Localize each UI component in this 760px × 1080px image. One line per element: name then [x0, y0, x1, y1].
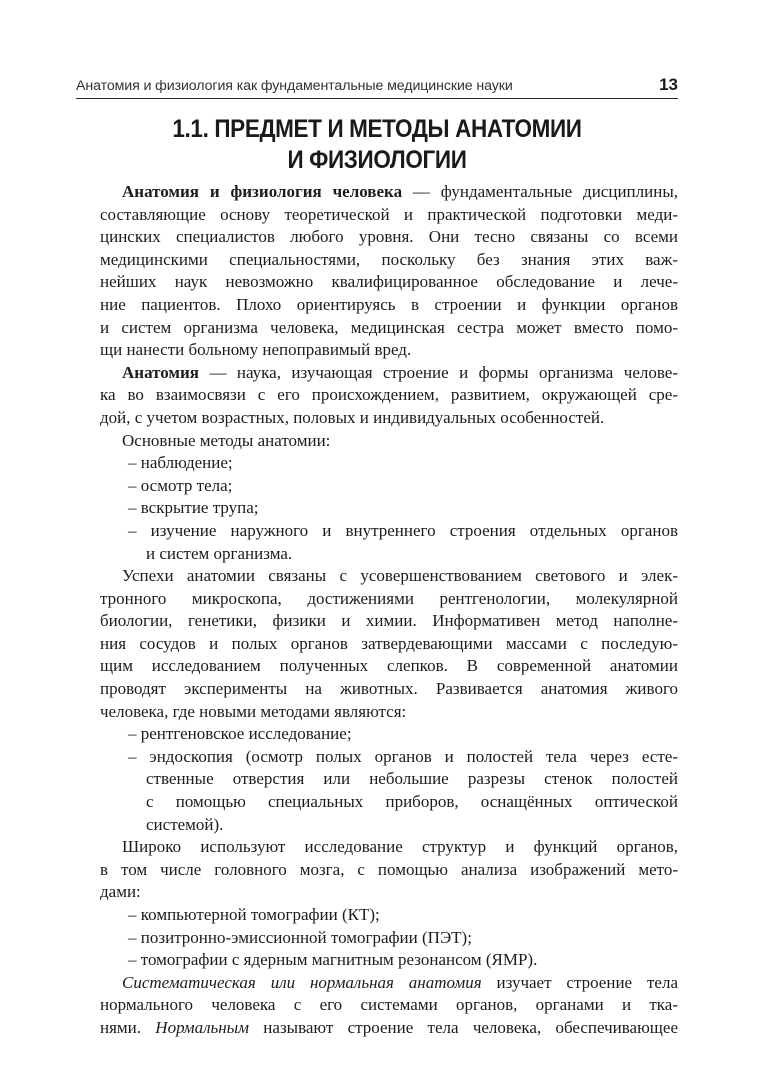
list-item: – позитронно-эмиссионной томографии (ПЭТ); — [128, 927, 472, 947]
list-item: – наблюдение; — [128, 453, 233, 473]
paragraph-line: биологии, генетики, физики и химии. Информативен метод наполне- — [100, 611, 678, 631]
paragraph-line: щим исследованием полученных слепков. В современной анатомии — [100, 656, 678, 676]
paragraph-line: в том числе головного мозга, с помощью анализа изображений мето- — [100, 859, 678, 879]
list-item: – осмотр тела; — [128, 475, 233, 495]
section-heading-line-2: И ФИЗИОЛОГИИ — [287, 146, 467, 174]
term-italic: Нормальным — [155, 1017, 250, 1037]
section-heading-line-1: 1.1. ПРЕДМЕТ И МЕТОДЫ АНАТОМИИ — [172, 115, 582, 143]
list-item-continuation: и систем организма. — [146, 543, 293, 563]
line-text: — фундаментальные дисциплины, — [402, 182, 678, 201]
line-text: — наука, изучающая строение и формы организма челове- — [199, 362, 678, 382]
section-heading — [106, 114, 648, 176]
paragraph-line: Успехи анатомии связаны с усовершенствованием светового и элек- — [122, 566, 678, 586]
paragraph-line — [100, 362, 678, 385]
paragraph-line: медицинскими специальностями, поскольку без знания этих важ- — [100, 249, 678, 269]
paragraph-line — [100, 1017, 678, 1040]
line-text: изучает строение тела — [481, 972, 678, 992]
paragraph-line — [100, 181, 678, 204]
paragraph-line: ка во взаимосвязи с его происхождением, развитием, окружающей сре- — [100, 385, 678, 405]
paragraph-line: дами: — [100, 882, 141, 902]
list-item: – рентгеновское исследование; — [128, 724, 352, 744]
paragraph-line: ние пациентов. Плохо ориентируясь в строении и функции органов — [100, 294, 678, 314]
paragraph-line: щи нанести больному непоправимый вред. — [100, 340, 412, 360]
line-text: называют строение тела человека, обеспечивающее — [249, 1017, 678, 1037]
paragraph-line: ния сосудов и полых органов затвердевающими массами с последую- — [100, 633, 678, 653]
running-header — [76, 68, 678, 99]
line-text: нями. — [100, 1017, 156, 1037]
page-number: 13 — [659, 75, 678, 94]
list-item-continuation: с помощью специальных приборов, оснащённых оптической — [146, 792, 678, 812]
list-item-continuation: системой). — [146, 814, 224, 834]
paragraph-line: тронного микроскопа, достижениями рентгенологии, молекулярной — [100, 588, 678, 608]
paragraph-line: человека, где новыми методами являются: — [100, 701, 407, 721]
list-item: – компьютерной томографии (КТ); — [128, 905, 380, 924]
paragraph-line: нормального человека с его системами органов, органами и тка- — [100, 995, 678, 1015]
body-text — [100, 181, 678, 1040]
paragraph-line: дой, с учетом возрастных, половых и индивидуальных особенностей. — [100, 407, 605, 427]
paragraph-line: составляющие основу теоретической и практической подготовки меди- — [100, 204, 678, 224]
term-italic: Систематическая или нормальная анатомия — [122, 972, 482, 992]
paragraph-line: проводят эксперименты на животных. Развивается анатомия живого — [100, 679, 678, 699]
list-item: – эндоскопия (осмотр полых органов и полостей тела через есте- — [128, 746, 678, 766]
paragraph-line: цинских специалистов любого уровня. Они тесно связаны со всеми — [100, 227, 678, 247]
list-item: – изучение наружного и внутреннего строения отдельных органов — [128, 520, 678, 540]
term-bold: Анатомия — [122, 362, 200, 382]
paragraph-line: и систем организма человека, медицинская сестра может вместо помо- — [100, 317, 678, 337]
list-item-continuation: ственные отверстия или небольшие разрезы стенок полостей — [146, 769, 678, 789]
paragraph-line: нейших наук невозможно квалифицированное обследование и лече- — [100, 272, 678, 292]
paragraph-line: Основные методы анатомии: — [122, 430, 331, 450]
paragraph-line: Широко используют исследование структур и функций органов, — [122, 837, 678, 857]
running-title: Анатомия и физиология как фундаментальные медицинские науки — [76, 78, 513, 94]
list-item: – томографии с ядерным магнитным резонансом (ЯМР). — [128, 950, 538, 970]
term-bold: Анатомия и физиология человека — [122, 182, 403, 201]
list-item: – вскрытие трупа; — [128, 498, 259, 518]
paragraph-line — [100, 972, 678, 995]
